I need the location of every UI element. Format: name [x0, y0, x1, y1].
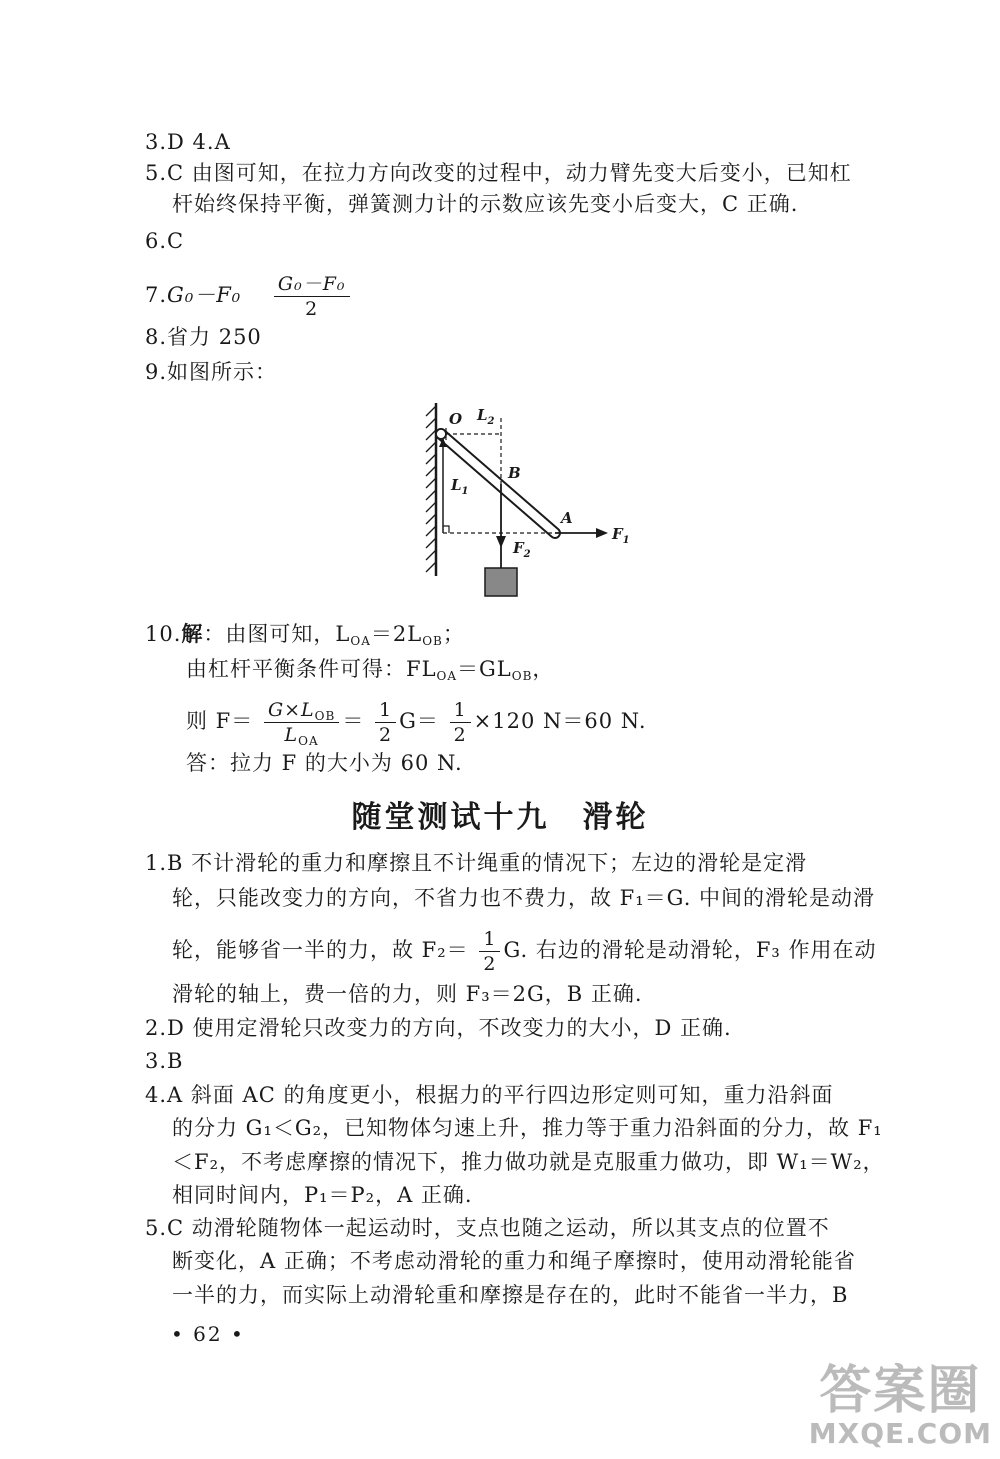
right-angle-mark [443, 526, 449, 533]
label-l1: $L_1$ [451, 476, 469, 497]
answer-9: 9.如图所示： [145, 360, 278, 384]
answer-b1-line3-pre: 轮，能够省一半的力，故 F₂＝ [172, 938, 469, 962]
answer-10-text1c: ； [442, 622, 465, 646]
page-number: • 62 • [171, 1322, 245, 1346]
lever-diagram [415, 398, 645, 600]
answer-8: 8.省力 250 [145, 325, 262, 349]
answer-10-text1b: ＝2L [370, 622, 423, 646]
f2-arrowhead [496, 536, 506, 548]
answer-10-text2c: ， [532, 657, 555, 681]
label-o: O [449, 410, 463, 428]
answer-10-formula-prefix: 则 F＝ [186, 709, 254, 733]
answer-6: 6.C [145, 229, 185, 253]
watermark-en: MXQE.COM [808, 1417, 992, 1450]
answer-b1-half [479, 927, 500, 976]
f1-arrowhead [596, 528, 608, 538]
answer-b5-line1: 5.C 动滑轮随物体一起运动时，支点也随之运动，所以其支点的位置不 [145, 1216, 830, 1240]
wall [426, 403, 436, 576]
watermark-cn: 答案圈 [819, 1361, 982, 1421]
answer-b2: 2.D 使用定滑轮只改变力的方向，不改变力的大小，D 正确. [145, 1016, 732, 1040]
answer-b1-line3 [172, 927, 877, 976]
label-f2: $F_2$ [513, 539, 531, 560]
half-2-numerator: 1 [450, 698, 471, 723]
label-b: B [508, 464, 521, 482]
answer-10-number: 10. [145, 622, 182, 646]
answer-b4-line4: 相同时间内，P₁＝P₂，A 正确. [172, 1183, 473, 1207]
b1-half-numerator: 1 [479, 927, 500, 952]
answer-b1-line2: 轮，只能改变力的方向，不省力也不费力，故 F₁＝G. 中间的滑轮是动滑 [172, 886, 876, 910]
answer-b5-line2: 断变化，A 正确；不考虑动滑轮的重力和绳子摩擦时，使用动滑轮能省 [172, 1249, 856, 1273]
answer-5-line2: 杆始终保持平衡，弹簧测力计的示数应该先变小后变大，C 正确. [172, 192, 799, 216]
half-1-numerator: 1 [375, 698, 396, 723]
answer-b1-line4: 滑轮的轴上，费一倍的力，则 F₃＝2G，B 正确. [172, 982, 643, 1006]
answer-10-line4: 答：拉力 F 的大小为 60 N. [186, 751, 463, 775]
fraction-denominator: 2 [305, 298, 319, 320]
formula-half-1 [375, 698, 396, 747]
section-title: 随堂测试十九 滑轮 [351, 800, 649, 835]
formula-fraction-1 [264, 698, 339, 747]
answer-7-fraction [274, 272, 350, 321]
fraction-1-denominator: $L_{OA}$ [284, 724, 319, 748]
formula-result: ×120 N＝60 N. [473, 709, 647, 733]
answer-7-number: 7. [145, 283, 168, 307]
sub-ob-2: OB [511, 669, 533, 683]
sub-ob: OB [422, 634, 443, 648]
answer-10-line2 [186, 654, 554, 684]
answer-b5-line3: 一半的力，而实际上动滑轮重和摩擦是存在的，此时不能省一半力，B [172, 1283, 849, 1307]
answer-b4-line2: 的分力 G₁＜G₂，已知物体匀速上升，推力等于重力沿斜面的分力，故 F₁ [172, 1116, 883, 1140]
b1-half-denominator: 2 [483, 953, 497, 975]
answer-10-text2b: ＝GL [457, 657, 512, 681]
answer-b1-line3-post: G. 右边的滑轮是动滑轮，F₃ 作用在动 [503, 938, 877, 962]
half-2-denominator: 2 [453, 724, 467, 746]
answer-10-text2: 由杠杆平衡条件可得：FL [186, 657, 437, 681]
answer-10-line1 [145, 619, 465, 649]
answer-5-line1: 5.C 由图可知，在拉力方向改变的过程中，动力臂先变大后变小，已知杠 [145, 161, 852, 185]
pivot-o [436, 429, 446, 439]
fraction-numerator: G₀－F₀ [274, 272, 350, 297]
answer-10-text1: ：由图可知，L [203, 622, 351, 646]
label-a: A [561, 509, 573, 527]
watermark [809, 1363, 992, 1449]
answer-3-4: 3.D 4.A [145, 130, 231, 154]
answer-7 [145, 272, 353, 321]
fraction-1-numerator: $G\times L_{OB}$ [264, 698, 339, 723]
answer-10-line3 [186, 698, 647, 747]
solution-label: 解 [181, 621, 204, 646]
answer-b1-line1: 1.B 不计滑轮的重力和摩擦且不计绳重的情况下；左边的滑轮是定滑 [145, 851, 808, 875]
answer-7-expression: G₀－F₀ [167, 283, 242, 307]
sub-oa: OA [350, 634, 371, 648]
label-f1: $F_1$ [612, 525, 630, 546]
formula-half-2 [450, 698, 471, 747]
formula-g: G＝ [399, 709, 439, 733]
label-l2: $L_2$ [477, 406, 495, 427]
half-1-denominator: 2 [379, 724, 393, 746]
weight-block [485, 568, 517, 596]
answer-b4-line3: ＜F₂，不考虑摩擦的情况下，推力做功就是克服重力做功，即 W₁＝W₂， [172, 1150, 885, 1174]
answer-b3: 3.B [145, 1049, 184, 1073]
equals-sign: ＝ [342, 709, 365, 733]
answer-b4-line1: 4.A 斜面 AC 的角度更小，根据力的平行四边形定则可知，重力沿斜面 [145, 1083, 834, 1107]
sub-oa-2: OA [436, 669, 458, 683]
